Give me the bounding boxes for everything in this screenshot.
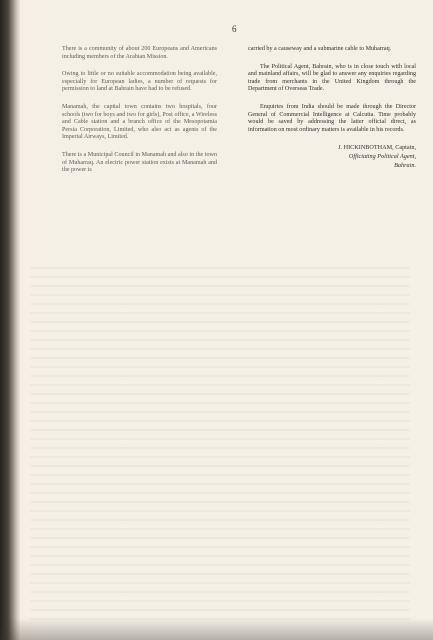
signatory-title: Officiating Political Agent, [348, 152, 416, 160]
paragraph-accommodation: Owing to little or no suitable accommodation being available, especially for European ladies, a number of requests for permission to land at Bahrain have had to be refused. [62, 71, 217, 93]
left-text-column [62, 46, 217, 185]
paragraph-manamah: Manamah, the capital town contains two hospitals, four schools (two for boys and two for girls), Post office, a Wireless and Cable station and a branch office of the Mesopotamia Persia Corporation, Limited, who also act as agents of the Imperial Airways, Limited. [62, 103, 217, 141]
page-number: 6 [232, 24, 237, 34]
signature-block [248, 144, 416, 170]
page-binding-edge [0, 0, 20, 640]
signatory-name: J. HICKINBOTHAM, Captain, [338, 144, 416, 152]
paragraph-enquiries-india: Enquiries from India should be made through the Director General of Commercial Intelligence at Calcutta. Time probably would be saved by addressing the latter official direct, as information on most ordinary matters is available in his records. [248, 103, 416, 133]
paragraph-political-agent: The Political Agent, Bahrain, who is in close touch with local and mainland affairs, will be glad to answer any enquiries regarding trade from merchants in the United Kingdom through the Department of Overseas Trade. [248, 63, 416, 93]
paragraph-municipal-council: There is a Municipal Council in Manamah and also in the town of Muharraq. An electric power station exists at Manamah and the power is [62, 151, 217, 174]
signatory-place: Bahrain. [394, 161, 416, 169]
page-bottom-shadow [0, 618, 433, 640]
paragraph-causeway: carried by a causeway and a submarine cable to Muharraq. [248, 46, 392, 52]
paragraph-community: There is a community of about 200 Europeans and Americans including members of the Arabian Mission. [62, 46, 217, 60]
right-text-column [248, 46, 416, 170]
reverse-side-bleed-through [30, 260, 410, 620]
